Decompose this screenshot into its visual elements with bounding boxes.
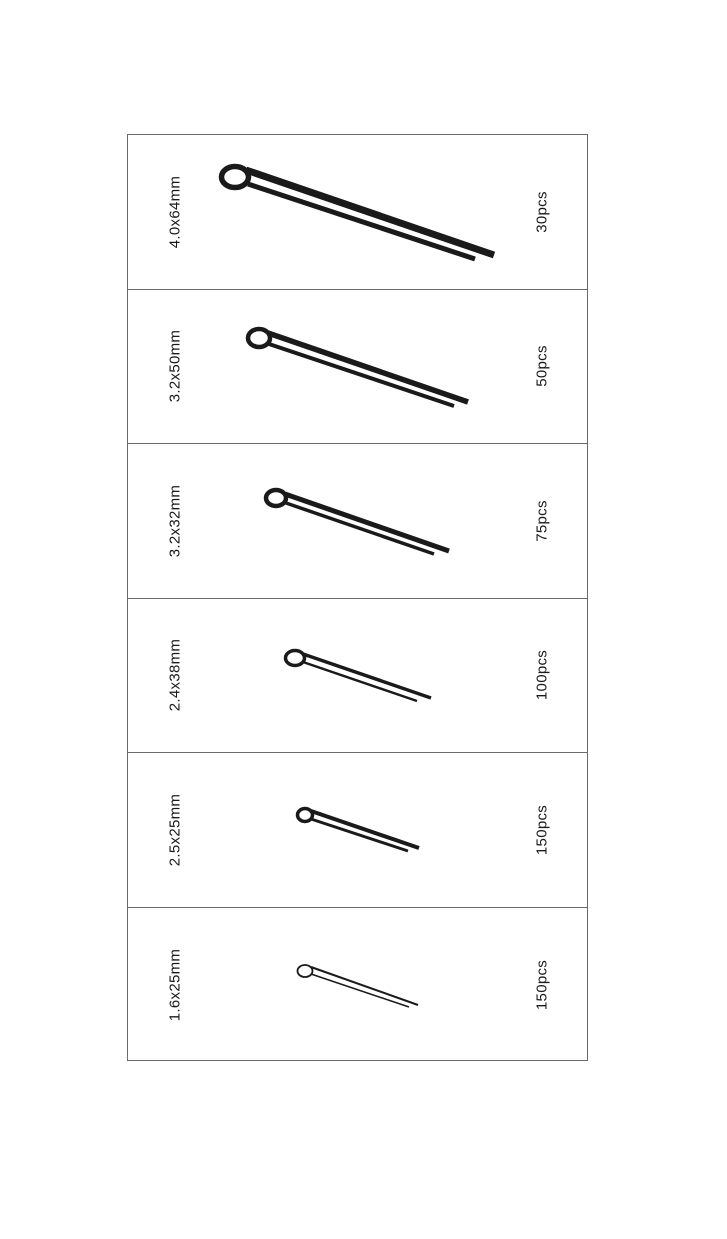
assortment-row <box>128 290 587 445</box>
pin-quantity-label: 150pcs <box>533 959 551 1010</box>
assortment-row <box>128 444 587 599</box>
cotter-pin-assortment-panel <box>127 134 588 1061</box>
assortment-row <box>128 599 587 754</box>
cotter-pin-icon <box>128 908 589 1062</box>
pin-quantity-label: 100pcs <box>533 650 551 701</box>
pin-size-label: 2.4x38mm <box>166 639 184 712</box>
cotter-pin-icon <box>128 290 589 444</box>
assortment-row <box>128 135 587 290</box>
pin-size-label: 3.2x32mm <box>166 484 184 557</box>
assortment-row <box>128 753 587 908</box>
pin-size-label: 4.0x64mm <box>166 175 184 248</box>
cotter-pin-icon <box>128 135 589 289</box>
pin-quantity-label: 75pcs <box>533 499 551 542</box>
pin-quantity-label: 50pcs <box>533 345 551 388</box>
assortment-row <box>128 908 587 1063</box>
cotter-pin-icon <box>128 599 589 753</box>
pin-quantity-label: 30pcs <box>533 190 551 233</box>
pin-size-label: 1.6x25mm <box>166 948 184 1021</box>
cotter-pin-icon <box>128 753 589 907</box>
pin-quantity-label: 150pcs <box>533 804 551 855</box>
pin-size-label: 3.2x50mm <box>166 330 184 403</box>
cotter-pin-icon <box>128 444 589 598</box>
pin-size-label: 2.5x25mm <box>166 793 184 866</box>
